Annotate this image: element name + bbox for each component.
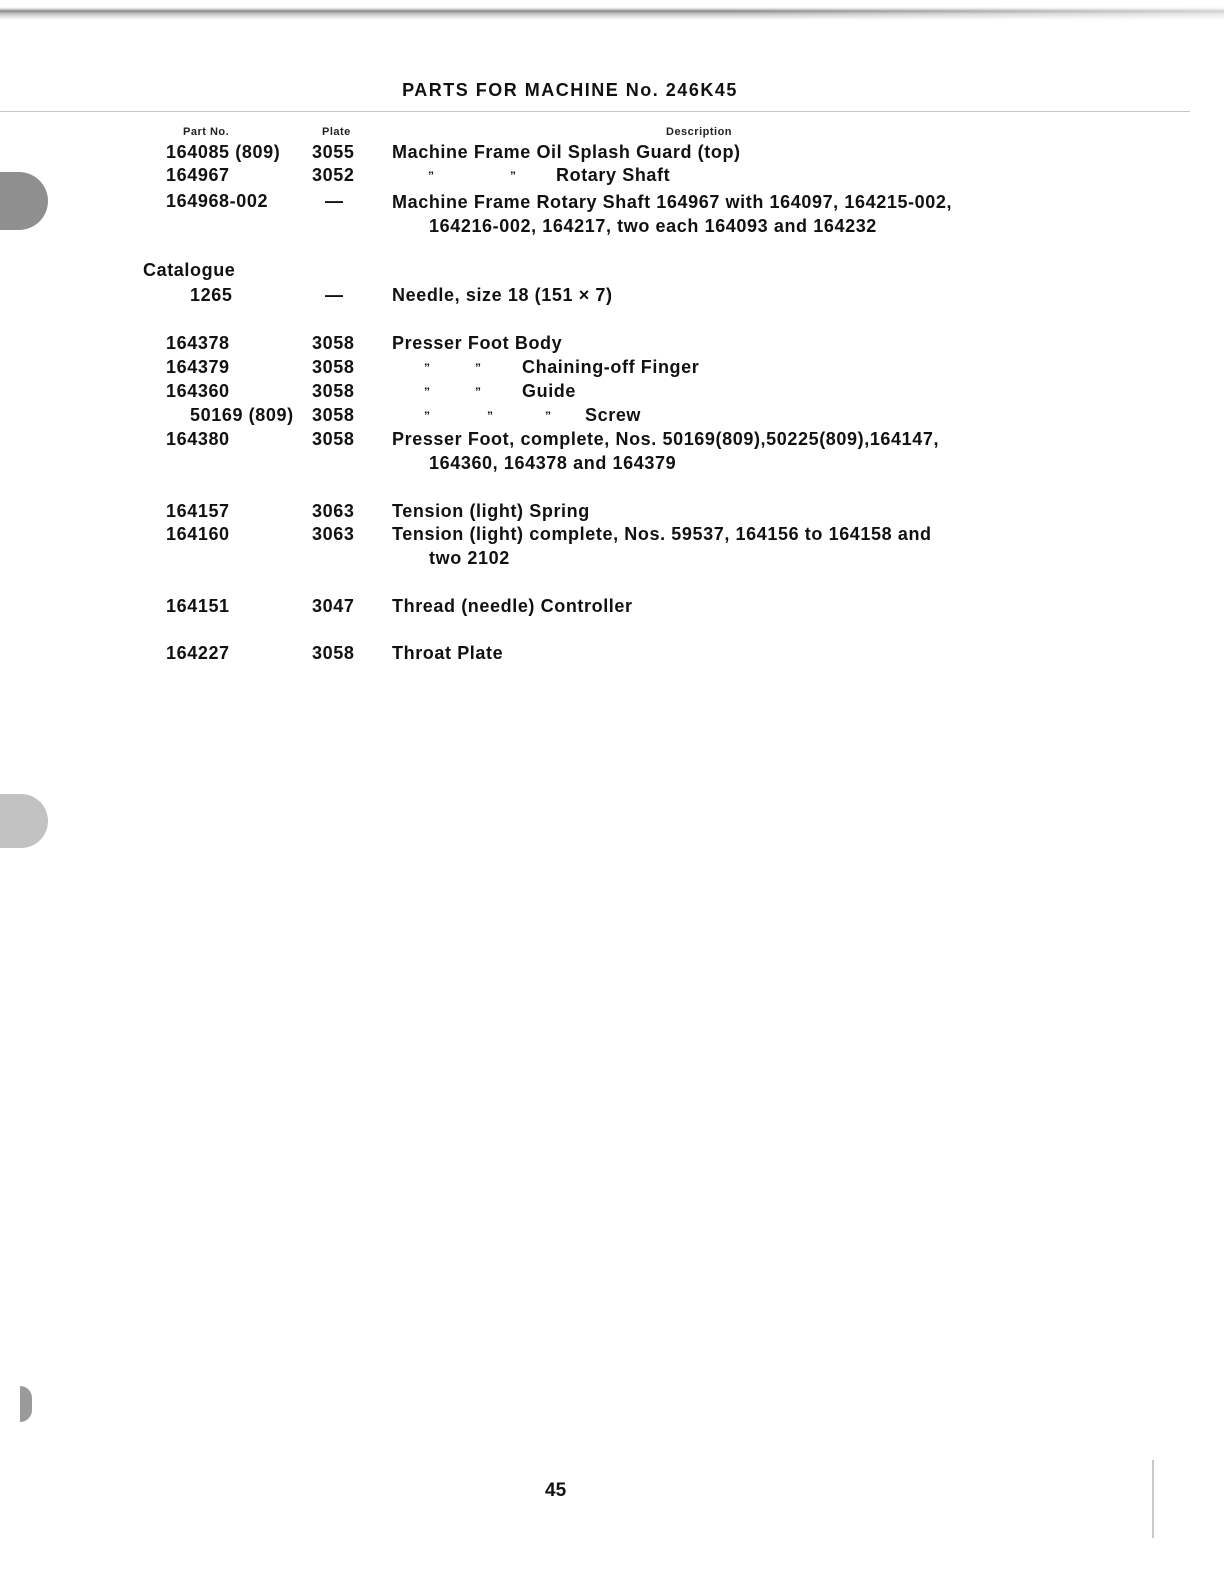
ditto-mark: ”	[487, 409, 494, 424]
ditto-mark: ”	[428, 169, 435, 184]
plate-number: 3058	[312, 381, 355, 401]
description-text: Machine Frame Oil Splash Guard (top)	[392, 142, 741, 162]
description-continuation: 164216-002, 164217, two each 164093 and 164232	[429, 216, 877, 236]
description-text: Tension (light) complete, Nos. 59537, 164156 to 164158 and	[392, 524, 932, 544]
part-description	[392, 331, 1000, 355]
part-description	[392, 190, 1000, 238]
part-description	[392, 283, 1000, 307]
description-text: Presser Foot, complete, Nos. 50169(809),50225(809),164147,	[392, 429, 940, 449]
plate-number: 3055	[312, 142, 355, 162]
description-text: Presser Foot Body	[392, 333, 563, 353]
plate-number: 3063	[312, 501, 355, 521]
column-header-part-no: Part No.	[183, 126, 230, 138]
description-text: Machine Frame Rotary Shaft 164967 with 164097, 164215-002,	[392, 192, 953, 212]
page-title: PARTS FOR MACHINE No. 246K45	[402, 80, 738, 100]
description-text: Thread (needle) Controller	[392, 596, 633, 616]
ditto-mark: ”	[424, 409, 431, 424]
part-number: 164085 (809)	[166, 142, 281, 162]
part-number: 164160	[166, 524, 230, 544]
ditto-mark: ”	[424, 361, 431, 376]
part-number: 50169 (809)	[190, 405, 294, 425]
part-number: 164157	[166, 501, 230, 521]
plate-number: 3058	[312, 333, 355, 353]
plate-number: 3052	[312, 165, 355, 185]
plate-number: 3058	[312, 405, 355, 425]
plate-number: —	[325, 285, 344, 305]
part-description	[392, 594, 1000, 618]
plate-number: 3047	[312, 596, 355, 616]
part-number: 164379	[166, 357, 230, 377]
part-description	[392, 140, 1000, 164]
part-description	[392, 641, 1000, 665]
description-text: Tension (light) Spring	[392, 501, 590, 521]
part-description	[392, 499, 1000, 523]
ditto-mark: ”	[424, 385, 431, 400]
column-header-description: Description	[666, 126, 733, 138]
description-text: Screw	[585, 405, 642, 425]
ditto-mark: ”	[545, 409, 552, 424]
description-continuation: two 2102	[429, 548, 510, 568]
part-description	[392, 522, 1000, 570]
part-number: 164151	[166, 596, 230, 616]
description-text: Throat Plate	[392, 643, 504, 663]
part-number: 164380	[166, 429, 230, 449]
plate-number: 3058	[312, 429, 355, 449]
description-text: Chaining-off Finger	[522, 357, 700, 377]
plate-number: —	[325, 191, 344, 211]
plate-number: 3058	[312, 643, 355, 663]
page-number: 45	[545, 1480, 567, 1501]
part-number: 164378	[166, 333, 230, 353]
description-text: Rotary Shaft	[556, 165, 671, 185]
part-number: 164360	[166, 381, 230, 401]
description-text: Needle, size 18 (151 × 7)	[392, 285, 613, 305]
plate-number: 3058	[312, 357, 355, 377]
part-number-prefix: Catalogue	[143, 260, 236, 280]
part-number: 164967	[166, 165, 230, 185]
part-number: 164968-002	[166, 191, 269, 211]
part-number: 164227	[166, 643, 230, 663]
ditto-mark: ”	[475, 361, 482, 376]
plate-number: 3063	[312, 524, 355, 544]
ditto-mark: ”	[510, 169, 517, 184]
description-text: Guide	[522, 381, 577, 401]
description-continuation: 164360, 164378 and 164379	[429, 453, 677, 473]
column-header-plate: Plate	[322, 126, 351, 138]
part-description	[392, 427, 1000, 475]
ditto-mark: ”	[475, 385, 482, 400]
part-number: 1265	[190, 285, 233, 305]
